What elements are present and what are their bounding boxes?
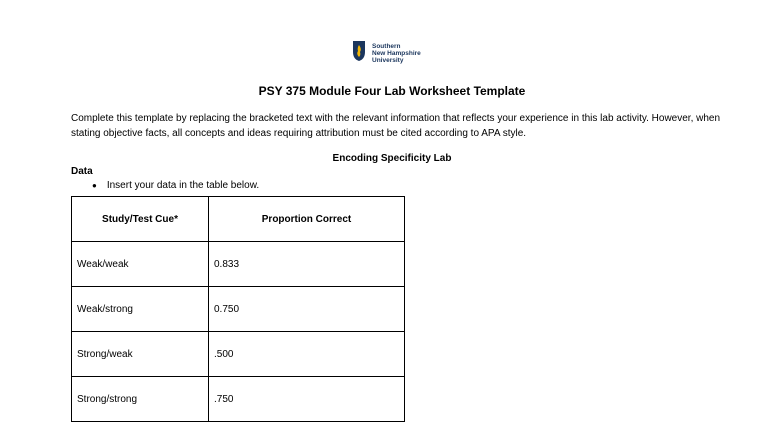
table-cell[interactable]: Weak/weak: [72, 242, 209, 287]
table-cell[interactable]: 0.833: [209, 242, 405, 287]
bullet-dot-icon: ●: [92, 181, 97, 190]
intro-paragraph: Complete this template by replacing the bracketed text with the relevant information that reflects your experience in this lab activity. However, when stating objective facts, all concepts and ideas requiring attribution must be cited according to APA style.: [71, 113, 721, 139]
table-row: [72, 377, 405, 422]
table-cell[interactable]: .750: [209, 377, 405, 422]
table-cell[interactable]: 0.750: [209, 287, 405, 332]
bullet-text: Insert your data in the table below.: [106, 180, 260, 191]
table-row: [72, 287, 405, 332]
logo-line-3: University: [372, 57, 404, 64]
table-header-cell[interactable]: Study/Test Cue*: [72, 197, 209, 242]
table-row: [72, 242, 405, 287]
data-heading: Data: [71, 166, 93, 177]
logo-line-2: New Hampshire: [372, 50, 421, 57]
table-row: [72, 332, 405, 377]
table-cell[interactable]: Strong/weak: [72, 332, 209, 377]
table-cell[interactable]: Weak/strong: [72, 287, 209, 332]
data-table: [71, 196, 405, 422]
table-header-cell[interactable]: Proportion Correct: [209, 197, 405, 242]
document-title: PSY 375 Module Four Lab Worksheet Template: [258, 84, 526, 98]
section-title: Encoding Specificity Lab: [332, 153, 452, 164]
bullet-item: [92, 180, 259, 192]
logo-line-1: Southern: [372, 43, 401, 50]
table-cell[interactable]: Strong/strong: [72, 377, 209, 422]
table-header-row: [72, 197, 405, 242]
shield-flame-icon: [352, 40, 366, 62]
logo-wordmark: [372, 43, 421, 64]
table-cell[interactable]: .500: [209, 332, 405, 377]
snhu-logo: [352, 40, 421, 70]
